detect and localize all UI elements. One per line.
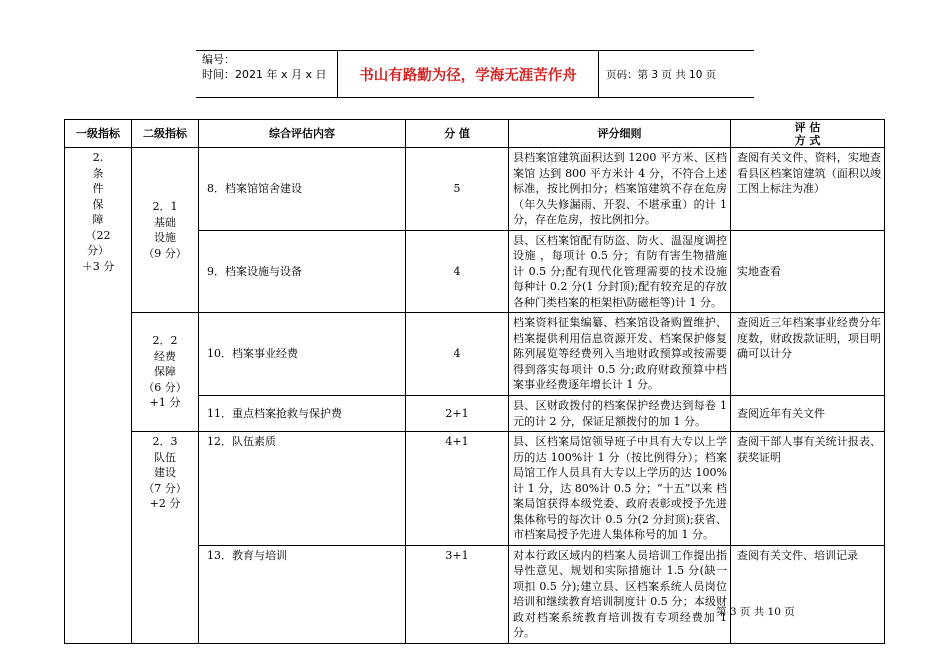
rules-cell: 县、区财政拨付的档案保护经费达到每卷 1 元的计 2 分，保证足额拨付的加 1 分。 — [509, 396, 731, 432]
table-row — [65, 313, 885, 396]
level2-indicator: 2．1 基础 设施 （9 分） — [132, 148, 199, 313]
col-header-level1: 一级指标 — [65, 120, 132, 148]
evaluation-table — [64, 119, 885, 644]
method-cell: 查阅干部人事有关统计报表、获奖证明 — [731, 432, 885, 546]
col-header-method: 评 估 方 式 — [731, 120, 885, 148]
number-label: 编号： — [202, 53, 235, 66]
score-cell: 4 — [406, 230, 509, 313]
level2-indicator: 2．3 队伍 建设 （7 分） +2 分 — [132, 432, 199, 644]
score-cell: 2+1 — [406, 396, 509, 432]
rules-cell: 档案资料征集编纂、档案馆设备购置维护、档案提供利用信息资源开发、档案保护修复陈列展览等经费列入当地财政预算或按需要得到落实每项计 0.5 分;政府财政预算中档案事业经费逐年增长计 1 分。 — [509, 313, 731, 396]
score-cell: 3+1 — [406, 545, 509, 643]
content-cell: 13．教育与培训 — [199, 545, 406, 643]
method-cell: 实地查看 — [731, 230, 885, 313]
page-header — [196, 50, 754, 98]
content-cell: 9．档案设施与设备 — [199, 230, 406, 313]
table-row — [65, 432, 885, 546]
score-cell: 4+1 — [406, 432, 509, 546]
score-cell: 4 — [406, 313, 509, 396]
col-header-score: 分 值 — [406, 120, 509, 148]
content-cell: 8．档案馆馆舍建设 — [199, 148, 406, 231]
method-cell: 查阅近三年档案事业经费分年度数，财政拨款证明，项目明确可以计分 — [731, 313, 885, 396]
col-header-content: 综合评估内容 — [199, 120, 406, 148]
col-header-rules: 评分细则 — [509, 120, 731, 148]
level1-indicator: 2. 条 件 保 障 （22 分） ＋3 分 — [65, 148, 132, 644]
method-cell: 查阅有关文件、资料，实地查看县区档案馆建筑（面积以竣工图上标注为准） — [731, 148, 885, 231]
rules-cell: 县、区档案馆配有防盗、防火、温湿度调控 设施 ，每项计 0.5 分；有防有害生物措施计 0.5 分;配有现代化管理需要的技术设施每种计 0.2 分(1 分封顶);配有较充足的存放各种门类档案的柜架柜\防磁柜等)计 1 分。 — [509, 230, 731, 313]
rules-cell: 县档案馆建筑面积达到 1200 平方米、区档案馆 达到 800 平方米计 4 分，不符合上述标准，按比例扣分；档案馆建筑不存在危房（年久失修漏雨、开裂、不堪承重）的计 1 分，存在危房，按比例扣分。 — [509, 148, 731, 231]
header-page-info: 页码：第 3 页 共 10 页 — [606, 68, 717, 81]
content-cell: 11．重点档案抢救与保护费 — [199, 396, 406, 432]
method-cell: 查阅近年有关文件 — [731, 396, 885, 432]
content-cell: 10．档案事业经费 — [199, 313, 406, 396]
time-label: 时间：2021 年 x 月 x 日 — [202, 68, 327, 81]
table-header-row — [65, 120, 885, 148]
header-motto: 书山有路勤为径，学海无涯苦作舟 — [338, 51, 599, 97]
col-header-level2: 二级指标 — [132, 120, 199, 148]
page-footer: 第 3 页 共 10 页 — [716, 606, 795, 618]
level2-indicator: 2．2 经费 保障 （6 分） +1 分 — [132, 313, 199, 432]
content-cell: 12．队伍素质 — [199, 432, 406, 546]
score-cell: 5 — [406, 148, 509, 231]
table-row — [65, 148, 885, 231]
rules-cell: 县、区档案局馆领导班子中具有大专以上学历的达 100%计 1 分（按比例得分）；档案局馆工作人员具有大专以上学历的达 100%计 1 分，达 80%计 0.5 分；“十五”以来 档案局馆获得本级党委、政府表彰或授予先进集体称号的每次计 0.5 分(2 分封顶);获省、市档案局授予先进人集体称号的加 1 分。 — [509, 432, 731, 546]
method-cell: 查阅有关文件、培训记录 — [731, 545, 885, 643]
rules-cell: 对本行政区域内的档案人员培训工作提出指导性意见、规划和实际措施计 1.5 分(缺一项扣 0.5 分);建立县、区档案系统人员岗位培训和继续教育培训制度计 0.5 分；本级财政对档案系统教育培训拨有专项经费加 1 分。 — [509, 545, 731, 643]
header-meta — [196, 51, 338, 97]
